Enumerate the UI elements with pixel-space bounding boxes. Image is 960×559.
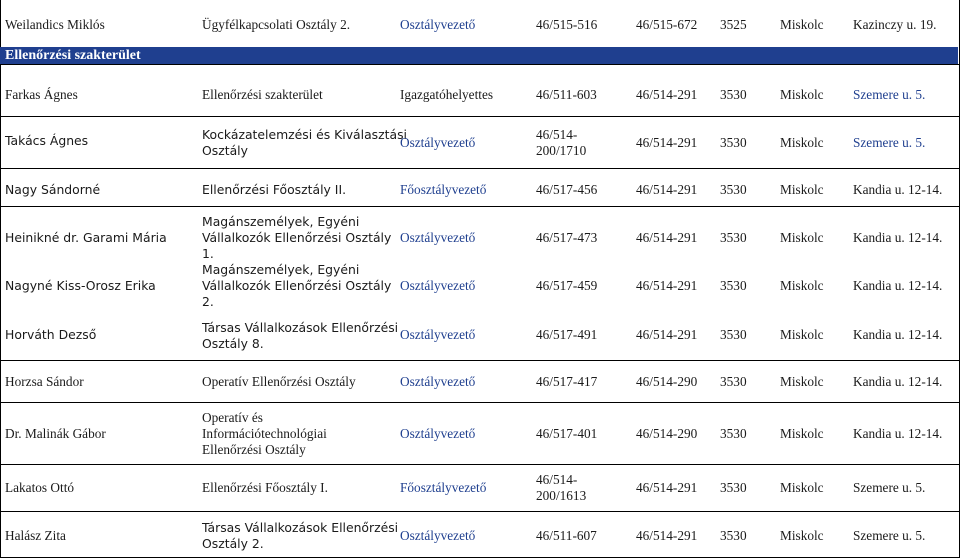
title-cell: Osztályvezető <box>400 426 476 441</box>
unit-cell-line3: 1. <box>202 246 214 261</box>
unit-cell-line1: Társas Vállalkozások Ellenőrzési <box>202 320 399 335</box>
street-cell: Kandia u. 12-14. <box>853 327 943 342</box>
zip-cell: 3530 <box>720 230 747 245</box>
phone-cell-line2: 200/1613 <box>536 488 587 503</box>
name-cell: Halász Zita <box>5 528 66 543</box>
zip-cell: 3530 <box>720 87 747 102</box>
title-cell: Osztályvezető <box>400 374 476 389</box>
title-cell: Osztályvezető <box>400 327 476 342</box>
title-cell: Osztályvezető <box>400 528 476 543</box>
unit-cell-line1: Társas Vállalkozások Ellenőrzési <box>202 520 399 535</box>
city-cell: Miskolc <box>780 426 824 441</box>
unit-cell-line1: Operatív és <box>202 410 263 425</box>
table-row <box>0 258 960 308</box>
phone-cell: 46/517-473 <box>536 230 598 245</box>
phone-cell: 46/511-603 <box>536 87 597 102</box>
fax-cell: 46/514-291 <box>636 230 698 245</box>
table-row <box>0 206 960 259</box>
city-cell: Miskolc <box>780 528 824 543</box>
zip-cell: 3530 <box>720 528 747 543</box>
title-cell: Osztályvezető <box>400 230 476 245</box>
street-cell: Kandia u. 12-14. <box>853 426 943 441</box>
zip-cell: 3530 <box>720 327 747 342</box>
title-cell: Osztályvezető <box>400 278 476 293</box>
city-cell: Miskolc <box>780 327 824 342</box>
phone-cell-line2: 200/1710 <box>536 143 587 158</box>
fax-cell: 46/514-291 <box>636 480 698 495</box>
city-cell: Miskolc <box>780 17 824 32</box>
phone-cell-line1: 46/514- <box>536 127 578 142</box>
table-row <box>0 308 960 360</box>
zip-cell: 3525 <box>720 17 747 32</box>
fax-cell: 46/514-290 <box>636 374 698 389</box>
table-row <box>0 402 960 465</box>
title-cell: Igazgatóhelyettes <box>400 87 494 102</box>
unit-cell-line2: Információtechnológiai <box>202 426 327 441</box>
zip-cell: 3530 <box>720 374 747 389</box>
section-header <box>0 47 958 64</box>
unit-cell-line1: Magánszemélyek, Egyéni <box>202 214 360 229</box>
title-cell: Főosztályvezető <box>400 182 487 197</box>
name-cell: Nagyné Kiss-Orosz Erika <box>5 278 156 293</box>
unit-cell-line3: 2. <box>202 294 214 309</box>
table-row <box>0 360 960 403</box>
table-row <box>0 116 960 169</box>
phone-cell: 46/517-417 <box>536 374 598 389</box>
street-cell: Szemere u. 5. <box>853 135 926 150</box>
street-cell: Kandia u. 12-14. <box>853 230 943 245</box>
table-row <box>0 0 960 46</box>
unit-cell: Operatív Ellenőrzési Osztály <box>202 374 356 389</box>
name-cell: Weilandics Miklós <box>5 17 105 32</box>
table-row <box>0 64 960 117</box>
phone-cell: 46/517-459 <box>536 278 598 293</box>
section-title: Ellenőrzési szakterület <box>5 48 141 63</box>
phone-cell: 46/517-401 <box>536 426 598 441</box>
city-cell: Miskolc <box>780 87 824 102</box>
fax-cell: 46/514-291 <box>636 135 698 150</box>
name-cell: Takács Ágnes <box>5 133 89 148</box>
fax-cell: 46/514-291 <box>636 278 698 293</box>
fax-cell: 46/515-672 <box>636 17 698 32</box>
phone-cell: 46/515-516 <box>536 17 598 32</box>
zip-cell: 3530 <box>720 480 747 495</box>
zip-cell: 3530 <box>720 182 747 197</box>
table-row <box>0 464 960 512</box>
fax-cell: 46/514-291 <box>636 182 698 197</box>
street-cell: Szemere u. 5. <box>853 87 926 102</box>
name-cell: Dr. Malinák Gábor <box>5 426 106 441</box>
fax-cell: 46/514-291 <box>636 528 698 543</box>
name-cell: Horzsa Sándor <box>5 374 84 389</box>
city-cell: Miskolc <box>780 278 824 293</box>
unit-cell-line2: Vállalkozók Ellenőrzési Osztály <box>202 230 392 245</box>
table-row <box>0 168 960 207</box>
street-cell: Kazinczy u. 19. <box>853 17 937 32</box>
unit-cell: Ellenőrzési Főosztály II. <box>202 182 347 197</box>
name-cell: Heinikné dr. Garami Mária <box>5 230 167 245</box>
phone-cell: 46/517-456 <box>536 182 598 197</box>
name-cell: Horváth Dezső <box>5 327 97 342</box>
unit-cell-line3: Ellenőrzési Osztály <box>202 442 306 457</box>
unit-cell-line1: Kockázatelemzési és Kiválasztási <box>202 127 407 142</box>
title-cell: Főosztályvezető <box>400 480 487 495</box>
title-cell: Osztályvezető <box>400 17 476 32</box>
unit-cell-line2: Osztály <box>202 143 248 158</box>
unit-cell-line2: Vállalkozók Ellenőrzési Osztály <box>202 278 392 293</box>
street-cell: Kandia u. 12-14. <box>853 278 943 293</box>
fax-cell: 46/514-290 <box>636 426 698 441</box>
name-cell: Nagy Sándorné <box>5 182 101 197</box>
city-cell: Miskolc <box>780 480 824 495</box>
city-cell: Miskolc <box>780 230 824 245</box>
zip-cell: 3530 <box>720 278 747 293</box>
street-cell: Szemere u. 5. <box>853 480 926 495</box>
fax-cell: 46/514-291 <box>636 327 698 342</box>
unit-cell: Ellenőrzési szakterület <box>202 87 323 102</box>
zip-cell: 3530 <box>720 135 747 150</box>
unit-cell-line1: Magánszemélyek, Egyéni <box>202 262 360 277</box>
title-cell: Osztályvezető <box>400 135 476 150</box>
phone-cell: 46/511-607 <box>536 528 597 543</box>
unit-cell-line2: Osztály 8. <box>202 336 264 351</box>
phone-cell: 46/517-491 <box>536 327 598 342</box>
unit-cell: Ellenőrzési Főosztály I. <box>202 480 328 495</box>
street-cell: Kandia u. 12-14. <box>853 374 943 389</box>
phone-cell-line1: 46/514- <box>536 472 578 487</box>
fax-cell: 46/514-291 <box>636 87 698 102</box>
city-cell: Miskolc <box>780 135 824 150</box>
street-cell: Szemere u. 5. <box>853 528 926 543</box>
zip-cell: 3530 <box>720 426 747 441</box>
unit-cell-line2: Osztály 2. <box>202 536 264 551</box>
name-cell: Farkas Ágnes <box>5 87 78 102</box>
name-cell: Lakatos Ottó <box>5 480 75 495</box>
city-cell: Miskolc <box>780 182 824 197</box>
street-cell: Kandia u. 12-14. <box>853 182 943 197</box>
city-cell: Miskolc <box>780 374 824 389</box>
unit-cell: Ügyfélkapcsolati Osztály 2. <box>202 17 351 32</box>
table-row <box>0 511 960 558</box>
